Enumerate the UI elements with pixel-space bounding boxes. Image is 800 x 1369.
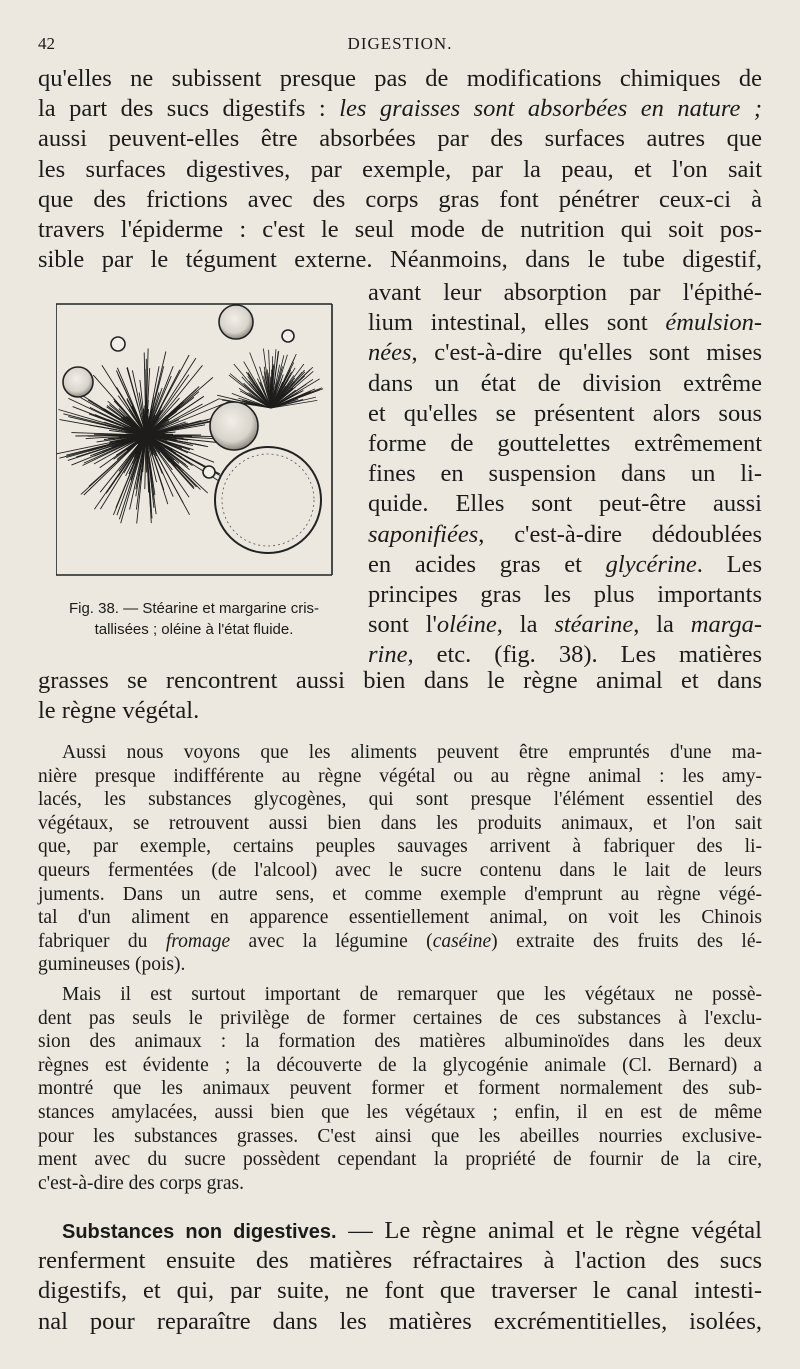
- figure-38-illustration: [56, 300, 334, 580]
- text-line: fines en suspension dans un li-: [368, 460, 762, 488]
- small-paragraph-2: [38, 983, 762, 1195]
- text-line: travers l'épiderme : c'est le seul mode de nutrition qui soit pos-: [38, 215, 762, 243]
- text-line: et qu'elles se présentent alors sous: [368, 399, 762, 427]
- top-paragraph: [38, 64, 762, 275]
- text-line: avant leur absorption par l'épithé-: [368, 279, 762, 306]
- text-line: quide. Elles sont peut-être aussi: [368, 490, 762, 518]
- side-paragraph: [368, 278, 762, 670]
- italic-term: émulsion-: [665, 309, 762, 337]
- text-line: que des frictions avec des corps gras font pénétrer ceux-ci à: [38, 185, 762, 213]
- text-line: aussi peuvent-elles être absorbées par des surfaces autres que: [38, 125, 762, 153]
- text-line: digestifs, et qui, par suite, ne font que traverser le canal intesti-: [38, 1277, 762, 1305]
- text-fragment: , etc. (fig. 38). Les matières: [407, 641, 762, 669]
- text-line: gumineuses (pois).: [38, 954, 186, 976]
- text-fragment: la part des sucs digestifs :: [38, 95, 340, 123]
- italic-phrase: les graisses sont absorbées en nature ;: [339, 95, 762, 123]
- figure-caption: [38, 598, 350, 640]
- text-fragment: , la: [633, 611, 691, 639]
- text-line: dans un état de division extrême: [368, 369, 762, 397]
- text-fragment: . Les: [696, 550, 762, 578]
- text-fragment: , c'est-à-dire dédoublées: [478, 520, 762, 548]
- stearine-margarine-drawing: [56, 300, 334, 580]
- text-line: ment avec du sucre possèdent cependant la propriété de fournir de la cire,: [38, 1149, 762, 1171]
- text-line: sion des animaux : la formation des matières albuminoïdes dans les deux: [38, 1031, 762, 1053]
- italic-term: oléine: [436, 611, 497, 639]
- text-line: forme de gouttelettes extrêmement: [368, 429, 762, 457]
- bottom-paragraph: [38, 1216, 762, 1337]
- text-line: [368, 520, 762, 550]
- text-line: [368, 550, 762, 580]
- text-fragment: sont l': [368, 611, 437, 639]
- text-line: montré que les animaux peuvent former et forment normalement des sub-: [38, 1078, 762, 1100]
- text-line: principes gras les plus importants: [368, 580, 762, 608]
- text-line: queurs fermentées (de l'alcool) avec le sucre contenu dans le lait de leurs: [38, 859, 762, 881]
- text-line: les surfaces digestives, par exemple, par la peau, et l'on sait: [38, 155, 762, 183]
- small-paragraph-1: [38, 741, 762, 977]
- text-line: tal d'un aliment en apparence essentiellement animal, on voit les Chinois: [38, 907, 762, 929]
- text-line: [368, 610, 762, 640]
- text-fragment: , la: [496, 611, 555, 639]
- italic-term: caséine: [432, 930, 492, 952]
- text-line: que, par exemple, certains peuples sauvages arrivent à fabriquer des li-: [38, 836, 762, 858]
- text-line: [38, 1216, 762, 1246]
- italic-term: stéarine: [554, 611, 634, 639]
- caption-line: tallisées ; oléine à l'état fluide.: [94, 621, 294, 638]
- italic-term: nées: [368, 339, 412, 367]
- text-line: [38, 94, 762, 124]
- text-line: règnes est évidente ; la découverte de la glycogénie animale (Cl. Bernard) a: [38, 1054, 762, 1076]
- text-line: lacés, les substances glycogènes, qui sont presque l'élément essentiel des: [38, 789, 762, 811]
- caption-line: Fig. 38. — Stéarine et margarine cris-: [68, 600, 320, 617]
- text-line: Aussi nous voyons que les aliments peuvent être empruntés d'une ma-: [62, 742, 762, 763]
- text-line: grasses se rencontrent aussi bien dans le règne animal et dans: [38, 667, 762, 694]
- text-line: le règne végétal.: [38, 697, 200, 725]
- section-heading: Substances non digestives.: [62, 1221, 337, 1243]
- text-fragment: — Le règne animal et le règne végétal: [336, 1217, 762, 1244]
- italic-term: fromage: [165, 930, 231, 952]
- text-line: renferment ensuite des matières réfractaires à l'action des sucs: [38, 1247, 762, 1275]
- text-line: [368, 338, 762, 368]
- text-line: végétaux, se retrouvent aussi bien dans les produits animaux, et l'on sait: [38, 812, 762, 834]
- text-line: juments. Dans un autre sens, et comme exemple d'emprunt au règne végé-: [38, 883, 762, 905]
- text-line: c'est-à-dire des corps gras.: [38, 1172, 245, 1194]
- text-line: nal pour reparaître dans les matières excrémentitielles, isolées,: [38, 1307, 762, 1335]
- text-fragment: , c'est-à-dire qu'elles sont mises: [411, 339, 762, 367]
- italic-term: glycérine: [605, 550, 697, 578]
- running-title: DIGESTION.: [347, 34, 453, 53]
- page-number: 42: [38, 34, 55, 53]
- text-line: sible par le tégument externe. Néanmoins, dans le tube digestif,: [38, 246, 762, 274]
- text-line: [38, 930, 762, 954]
- italic-term: rine: [368, 641, 408, 669]
- text-line: pour les substances grasses. C'est ainsi que les abeilles nourries exclusive-: [38, 1125, 762, 1147]
- text-line: dent pas seuls le privilège de former certaines de ces substances à l'exclu-: [38, 1007, 762, 1029]
- text-fragment: en acides gras et: [368, 550, 606, 578]
- italic-term: marga-: [690, 611, 762, 639]
- page-header: [38, 32, 762, 58]
- text-line: stances amylacées, aussi bien que les végétaux ; enfin, il en est de même: [38, 1101, 762, 1123]
- text-fragment: lium intestinal, elles sont: [368, 309, 666, 337]
- text-line: [368, 308, 762, 338]
- text-fragment: fabriquer du: [38, 930, 166, 952]
- text-line: nière presque indifférente au règne végétal ou au règne animal : les amy-: [38, 765, 762, 787]
- text-line: qu'elles ne subissent presque pas de modifications chimiques de: [38, 65, 762, 92]
- text-fragment: avec la légumine (: [230, 930, 433, 952]
- text-line: Mais il est surtout important de remarquer que les végétaux ne possè-: [62, 984, 762, 1005]
- italic-term: saponifiées: [368, 520, 479, 548]
- after-figure-paragraph: [38, 666, 762, 726]
- text-fragment: ) extraite des fruits des lé-: [491, 930, 762, 952]
